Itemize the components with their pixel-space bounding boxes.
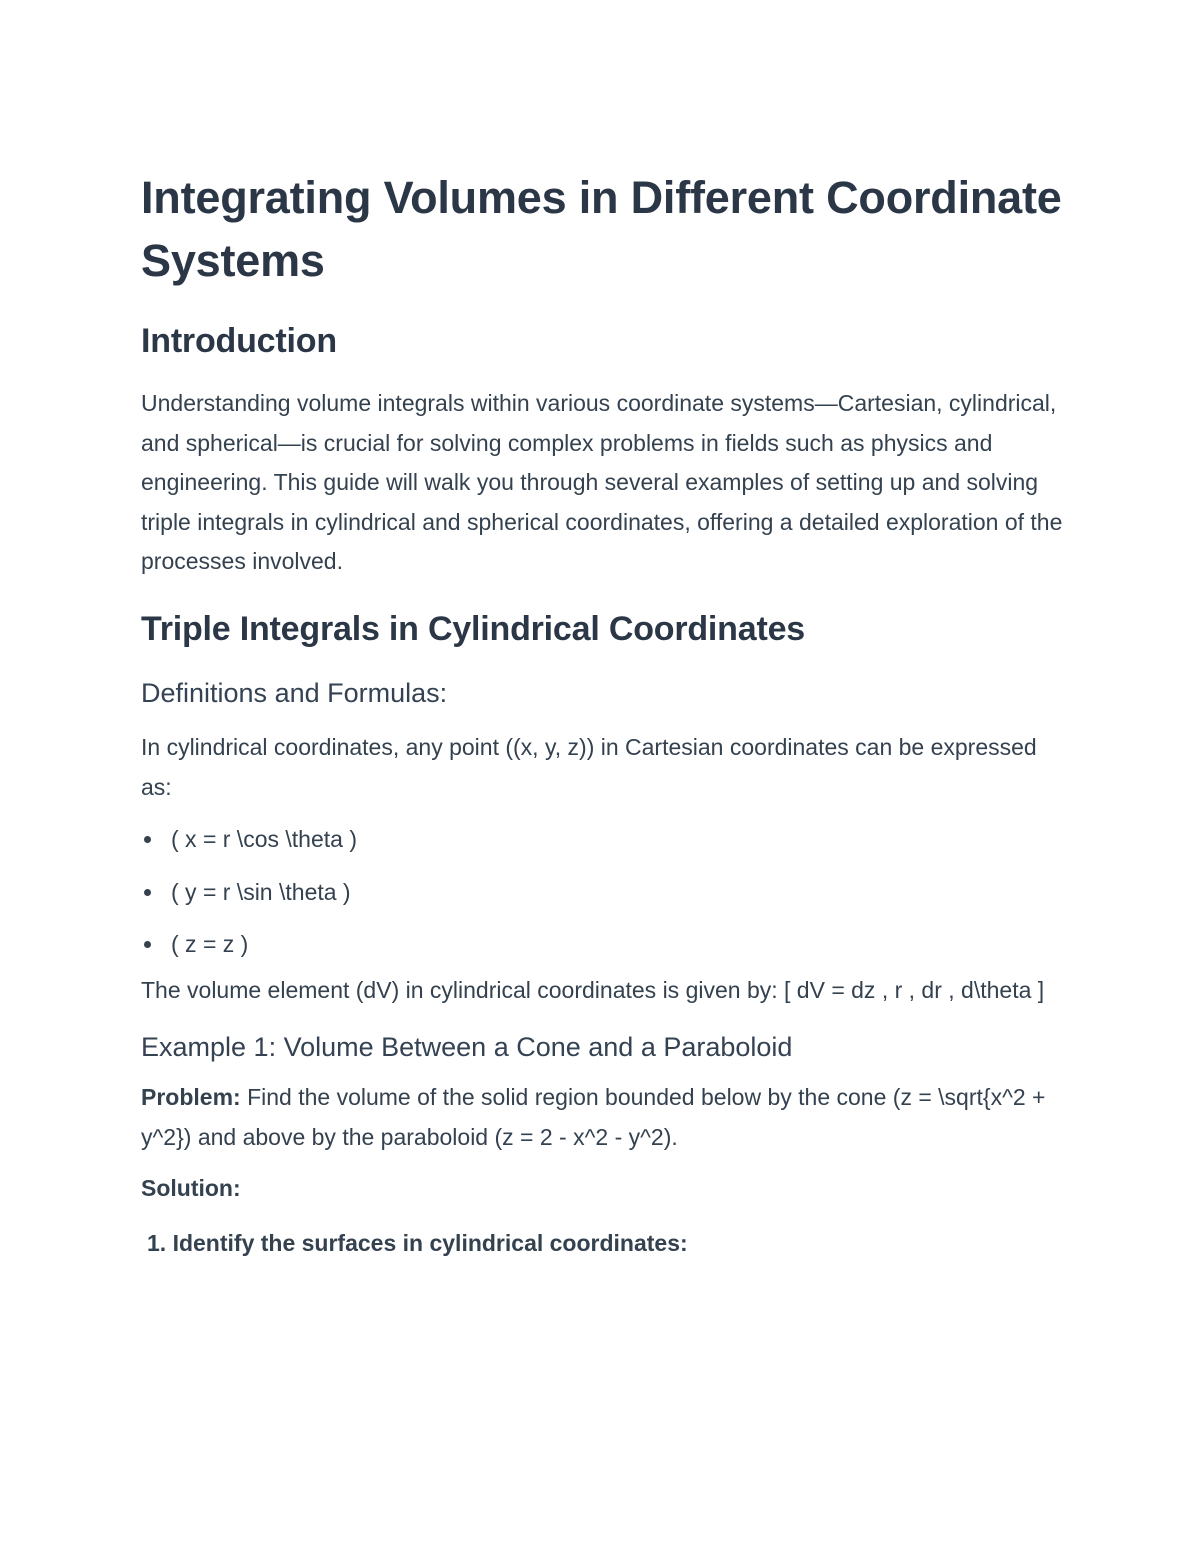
- formula-text: ( y = r \sin \theta ): [171, 878, 351, 905]
- document-title: Integrating Volumes in Different Coordinate Systems: [141, 172, 1062, 286]
- formula-list: [141, 813, 1071, 971]
- step-text: Identify the surfaces in cylindrical coordinates:: [172, 1230, 688, 1257]
- formula-text: ( z = z ): [171, 931, 249, 958]
- solution-steps-list: [141, 1223, 1071, 1263]
- definitions-heading: Definitions and Formulas:: [141, 677, 448, 708]
- volume-element-paragraph: The volume element (dV) in cylindrical coordinates is given by: [ dV = dz , r , dr , d\theta ]: [141, 976, 1045, 1003]
- formula-text: ( x = r \cos \theta ): [171, 826, 357, 853]
- formula-item: [141, 866, 1071, 919]
- document-page: [141, 166, 1071, 1263]
- introduction-heading: Introduction: [141, 322, 337, 360]
- problem-paragraph: [141, 1078, 1071, 1157]
- formula-item: [141, 813, 1071, 866]
- solution-label: Solution:: [141, 1175, 241, 1202]
- introduction-paragraph: Understanding volume integrals within various coordinate systems—Cartesian, cylindrical, and spherical—is crucial for solving complex problems in fields such as physics and engineering. This guide will walk you through several examples of setting up and solving triple integrals in cylindrical and spherical coordinates, offering a detailed exploration of the processes involved.: [141, 390, 1063, 575]
- step-number: 1.: [147, 1230, 167, 1257]
- example-1-heading: Example 1: Volume Between a Cone and a Paraboloid: [141, 1032, 793, 1063]
- problem-text: Find the volume of the solid region bounded below by the cone (z = \sqrt{x^2 + y^2}) and above by the paraboloid (z = 2 - x^2 - y^2).: [141, 1084, 1046, 1150]
- bullet-icon: [144, 941, 151, 948]
- cylindrical-section-heading: Triple Integrals in Cylindrical Coordinates: [141, 609, 805, 648]
- definitions-intro-paragraph: In cylindrical coordinates, any point ((x, y, z)) in Cartesian coordinates can be expressed as:: [141, 733, 1037, 800]
- solution-step: [141, 1223, 1071, 1263]
- formula-item: [141, 918, 1071, 971]
- bullet-icon: [144, 836, 151, 843]
- bullet-icon: [144, 889, 151, 896]
- problem-label: Problem:: [141, 1084, 241, 1111]
